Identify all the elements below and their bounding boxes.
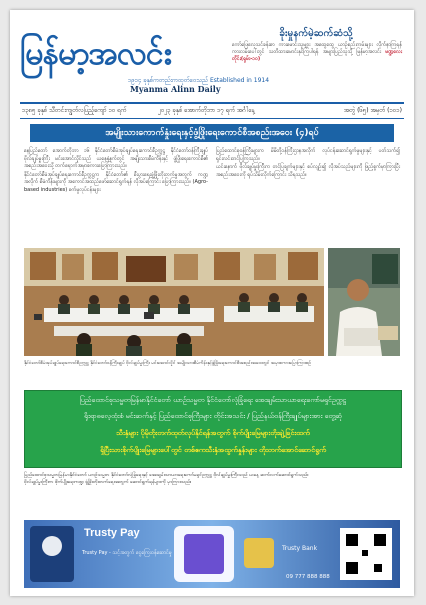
article-column-right xyxy=(216,148,400,240)
article-paragraph: ပြည်ထောင်စုဝန်ကြီးများက မိမိတို့ဝန်ကြီးဌာနအလိုက် လုပ်ငန်းဆောင်ရွက်မှုများနှင့် ပတ်သက်၍ ရှင်းလင်းတင်ပြကြသည်။ xyxy=(216,148,400,162)
notice-line-1: ပြည်ထောင်စုသမ္မတမြန်မာနိုင်ငံတော် ယာဉ်သမ္မတ နိုင်ငံတော်လုံခြုံရေး အေးချမ်းသာယာရေးကော်မရှင်ဥက္ကဋ္ဌ xyxy=(79,396,347,404)
advertisement-banner xyxy=(24,520,400,588)
masthead-english-title: Myanma Alinn Daily xyxy=(130,84,221,94)
ad-phone: 09 777 888 888 xyxy=(286,574,330,580)
notice-box xyxy=(24,390,402,468)
dateline xyxy=(20,102,404,119)
meeting-photo xyxy=(24,248,324,356)
article-body xyxy=(24,472,400,512)
article-paragraph: နေပြည်တော် အောက်တိုဘာ ၁၆ နိုင်ငံတော်စီမံအုပ်ချုပ်ရေးကောင်စီဥက္ကဋ္ဌ နိုင်ငံတော်ဝန်ကြီးချုပ် ဗိုလ်ချုပ်မှူးကြီး မင်းအောင်လှိုင်သည် ယနေ့နံနက်တွင် အမျိုးသားစီမံကိန်းနှင့် ဖွံ့ဖြိုးရေးကောင်စီ၏ အစည်းအဝေးသို့ တက်ရောက်အမှာစကားပြောကြားသည်။ xyxy=(24,148,208,169)
photo-caption: နိုင်ငံတော်စီမံအုပ်ချုပ်ရေးကောင်စီဥက္ကဋ္ဌ နိုင်ငံတော်ဝန်ကြီးချုပ် ဗိုလ်ချုပ်မှူးကြီး မင်းအောင်လှိုင် အမျိုးသားစီမံကိန်းနှင့်ဖွံ့ဖြိုးရေးကောင်စီအစည်းအဝေးတွင် အမှာစကားပြောကြားစဉ် xyxy=(24,361,311,366)
article-column-left xyxy=(24,148,208,240)
top-box-heading: ခိုးမှုနက်မဲ့ဆက်ဆံသို့ xyxy=(279,28,353,39)
top-box-body xyxy=(232,42,402,94)
ad-tagline: Trusty Pay - သင့်အတွက် ငွေကြေးဝန်ဆောင်မှု xyxy=(82,550,172,556)
top-box-text: ကော်ဖြေလေ့သင်ခန်းစာ ကားမောင်းသူများ အထွေထွေ ယာဉ်စည်းကမ်းများ လိုက်နာကြရန် ကားလမ်းပေါ်တွင် သတိထားမောင်းနှင်ကြပါရန် အများပြည်သူသို့ မြန်မာ့အလင်း xyxy=(232,42,402,55)
newspaper-page xyxy=(10,10,414,596)
dateline-right: အတွဲ (၆၅) အမှတ် (၁၀၁) xyxy=(343,107,402,114)
notice-line-2: ရိုးရာဓလေ့ထုံးစံ မင်းဆက်နှင့် ပြည်ထောင်စုကြီးများ တိုင်းအသင်း / ပြည်နယ်ဝန်ကြီးချုပ်များအား တွေ့ဆုံ xyxy=(83,412,343,420)
article-paragraph: နိုင်ငံတော်စီမံအုပ်ချုပ်ရေးကောင်စီဥက္ကဋ္ဌက နိုင်ငံတော်၏ စီးပွားရေးဖွံ့ဖြိုးတိုးတက်မှုအတွက် ကဏ္ဍအလိုက် စီမံကိန်းများကို အကောင်အထည်ဖော်ဆောင်ရွက်ရန် လိုအပ်ကြောင်း ပြောကြားသည်။ (Agro-based industries) စက်မှုလုပ်ငန်းများ xyxy=(24,171,208,193)
dateline-left: ၁၃၈၅ ခုနှစ် သီတင်းကျွတ်လပြည့်ကျော် ၁၀ ရက် xyxy=(22,107,127,114)
masthead-title: မြန်မာ့အလင်း xyxy=(20,34,171,72)
speaker-photo xyxy=(328,248,400,356)
article-paragraph: ပြည်ထောင်စုသမ္မတမြန်မာနိုင်ငံတော် ယာဉ်သမ္မတ နိုင်ငံတော်လုံခြုံရေးနှင့် အေးချမ်းသာယာရေးကော်မရှင်ဥက္ကဋ္ဌ ဗိုလ်ချုပ်မှူးကြီးသည် ယနေ့ ဆက်လက်ဆောင်ရွက်သည်။ xyxy=(24,473,309,478)
top-box-highlight: မဏ္ဍလေးတိုင်း(ရှမ်း-၁၀) xyxy=(232,49,402,62)
ad-bank: Trusty Bank xyxy=(282,545,318,552)
article-paragraph: ဗိုလ်ချုပ်မှူးကြီးက စိုက်ပျိုးရေးကဏ္ဍ ဖွံ့ဖြိုးတိုးတက်ရေးအတွက် ဆောင်ရွက်ရန်များကို မှာကြားသည်။ xyxy=(24,480,192,485)
masthead-established: ၁၉၁၄ ခုနှစ်ကတည်းကထုတ်ဝေသည် Established in 1914 xyxy=(128,77,270,84)
notice-line-3: သီးနှံများ ပိုမိုတိုးတက်ထုတ်လုပ်နိုင်ရန်အတွက် စိုက်ပျိုးမြေများတိုးချဲ့ခြင်းထက် xyxy=(116,429,310,437)
notice-line-4: ရှိပြီးသားစိုက်ပျိုးမြေများပေါ်တွင် တစ်ဧကသီးနှံအထွက်နှုန်းများ တိုးတက်အောင်ဆောင်ရွက် xyxy=(100,446,326,454)
headline-banner: အမျိုးသားကောက်နှုံးရေးနှင့်ဖွံ့ဖြိုးရေးကောင်စီအစည်းအဝေး (၄)ရပ် xyxy=(30,124,394,142)
dateline-center: ၂၀၂၃ ခုနှစ် အောက်တိုဘာ ၁၇ ရက် အင်္ဂါနေ့ xyxy=(158,107,255,114)
article-paragraph: ယင်းနောက် ဗိုလ်ချုပ်မှူးကြီးက တင်ပြချက်များနှင့် စပ်လျဉ်း၍ လိုအပ်သည်များကို ဖြည့်စွက်မှာကြားပြီး အစည်းအဝေးကို ရုပ်သိမ်းလိုက်ကြောင်း သိရသည်။ xyxy=(216,164,400,178)
ad-brand: Trusty Pay xyxy=(84,527,140,539)
